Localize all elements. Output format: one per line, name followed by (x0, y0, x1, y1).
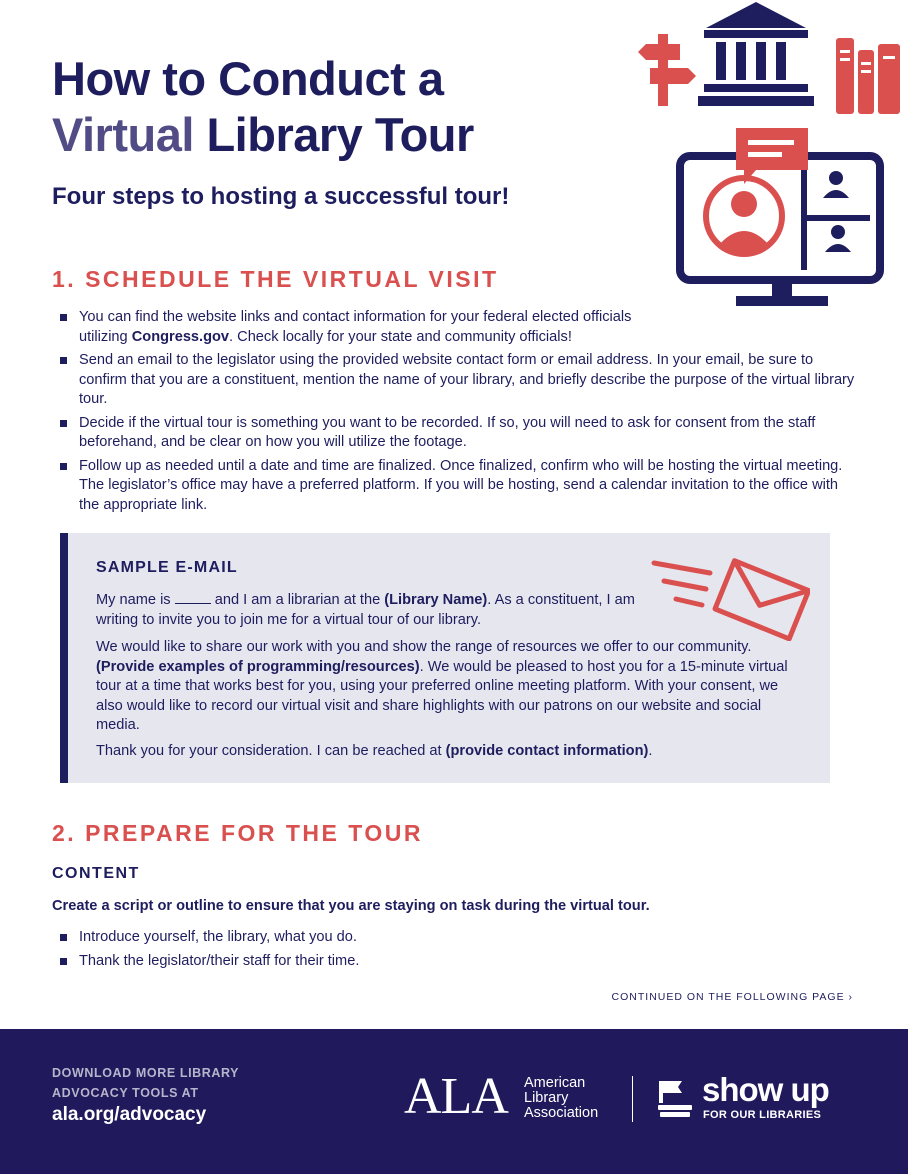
list-item: Follow up as needed until a date and time are finalized. Once finalized, confirm who will be hosting the virtual meeting. The legislator’s office may have a preferred platform. If you will be hosting, send a calendar invitation to the office with the appropriate link. (58, 457, 858, 516)
bullet-icon (60, 420, 67, 427)
logo-divider (632, 1076, 633, 1122)
show-up-logo-text: show up (702, 1071, 829, 1108)
show-up-logo-subtext: FOR OUR LIBRARIES (703, 1109, 822, 1121)
title-line-2 (52, 108, 474, 162)
ala-logo: ALA (404, 1068, 508, 1125)
sample-email-box (60, 533, 830, 783)
advocacy-link[interactable]: ala.org/advocacy (52, 1104, 207, 1125)
bullet-icon (60, 357, 67, 364)
name-blank (175, 591, 211, 604)
list-item: Introduce yourself, the library, what you do. (58, 928, 758, 948)
title-accent-word: Virtual (52, 108, 194, 161)
email-paragraph-3: Thank you for your consideration. I can be reached at (provide contact information). (96, 743, 653, 759)
sample-email-heading: SAMPLE E-MAIL (96, 559, 238, 576)
bullet-icon (60, 314, 67, 321)
list-item: Decide if the virtual tour is something you want to be recorded. If so, you will need to ask for consent from the staff beforehand, and be clear on how you will utilize the footage. (58, 414, 858, 453)
section-2-heading: 2. PREPARE FOR THE TOUR (52, 820, 424, 846)
video-call-monitor-icon (680, 156, 880, 306)
bullet-icon (60, 463, 67, 470)
section-1-list (58, 308, 858, 519)
title-line-2-rest: Library Tour (193, 108, 474, 161)
content-subheading: CONTENT (52, 865, 140, 882)
ala-wordmark: American Library Association (524, 1075, 599, 1121)
envelope-icon (650, 551, 810, 641)
list-item: Thank the legislator/their staff for their time. (58, 952, 758, 972)
section-2-list (58, 928, 758, 975)
title-line-1: How to Conduct a (52, 52, 444, 105)
footer-text-line-2: ADVOCACY TOOLS AT (52, 1086, 199, 1100)
show-up-books-icon (656, 1079, 694, 1119)
email-paragraph-2: We would like to share our work with you and show the range of resources we offer to our community. (Provide examples of programming/resources). We would be pleased to host you for a 15-minute virtual tour at a time that works best for you, using your preferred online meeting platform. With your consent, we also would like to record our virtual visit and share highlights with our patrons on our website and social media. (96, 639, 788, 733)
list-item: You can find the website links and contact information for your federal elected officials utilizing Congress.gov. Check locally for your state and community officials! (58, 308, 679, 347)
continued-note: CONTINUED ON THE FOLLOWING PAGE › (611, 991, 853, 1003)
header-illustration (632, 0, 908, 320)
email-accent-bar (60, 533, 68, 783)
footer (0, 1029, 908, 1174)
subtitle: Four steps to hosting a successful tour! (52, 183, 510, 210)
signpost-icon (638, 34, 696, 106)
bullet-icon (60, 934, 67, 941)
bullet-icon (60, 958, 67, 965)
email-paragraph-1: My name is and I am a librarian at the (Library Name). As a constituent, I am writing to invite you to join me for a virtual tour of our library. (96, 592, 635, 628)
section-1-heading: 1. SCHEDULE THE VIRTUAL VISIT (52, 266, 499, 292)
library-building-icon (698, 2, 814, 106)
congress-link[interactable]: Congress.gov (131, 328, 230, 345)
footer-text-line-1: DOWNLOAD MORE LIBRARY (52, 1066, 240, 1080)
content-instruction: Create a script or outline to ensure that you are staying on task during the virtual tour. (52, 898, 650, 914)
list-item: Send an email to the legislator using the provided website contact form or email address. In your email, be sure to confirm that you are a constituent, mention the name of your library, and briefly describe the purpose of the virtual library tour. (58, 351, 858, 410)
books-icon (836, 38, 900, 114)
